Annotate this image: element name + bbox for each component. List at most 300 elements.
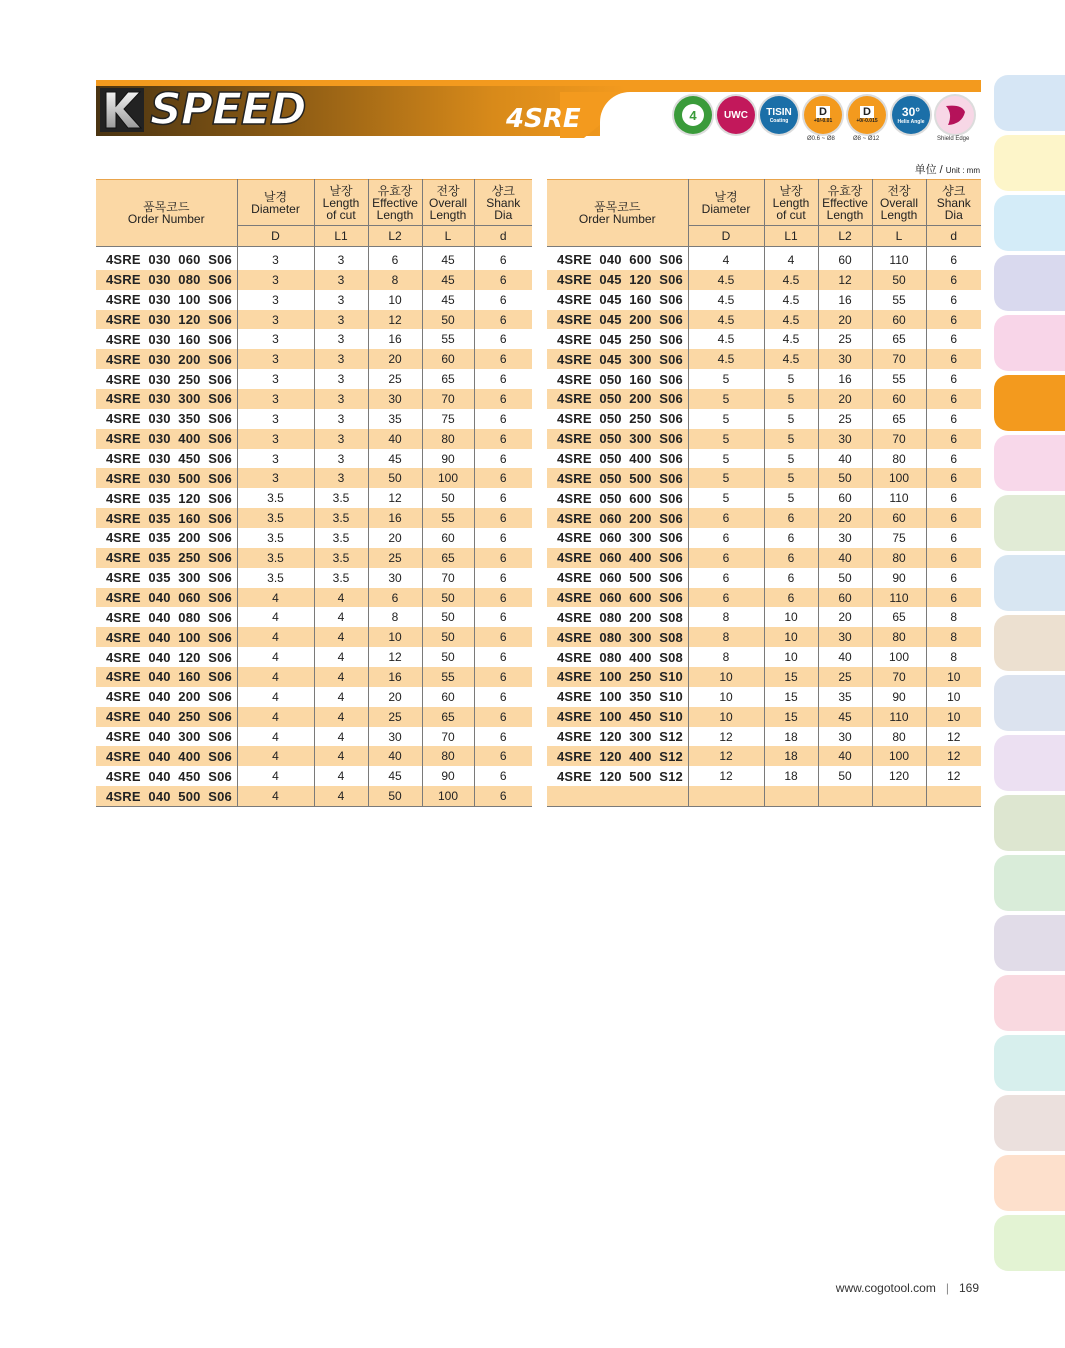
- order-number-cell: 4SRE 030 100 S06: [96, 290, 237, 310]
- shank-dia-cell: 6: [926, 270, 981, 290]
- overall-length-cell: 65: [872, 409, 926, 429]
- table-row: [96, 449, 532, 469]
- length-of-cut-cell: 3: [314, 270, 368, 290]
- table-row: [547, 746, 981, 766]
- order-number-cell: 4SRE 030 400 S06: [96, 429, 237, 449]
- section-tab-16[interactable]: [994, 975, 1065, 1031]
- diameter-cell: 3.5: [237, 548, 314, 568]
- overall-length-cell: 80: [872, 548, 926, 568]
- shank-dia-cell: 6: [926, 310, 981, 330]
- table-row: [547, 409, 981, 429]
- section-tab-18[interactable]: [994, 1095, 1065, 1151]
- overall-length-cell: 50: [422, 588, 474, 608]
- overall-length-cell: 60: [422, 528, 474, 548]
- length-of-cut-cell: 5: [764, 468, 818, 488]
- table-row: [96, 468, 532, 488]
- effective-length-cell: 10: [368, 290, 422, 310]
- effective-length-cell: 16: [818, 369, 872, 389]
- table-row: [96, 727, 532, 747]
- order-number-cell: 4SRE 030 060 S06: [96, 247, 237, 270]
- table-row: [96, 548, 532, 568]
- effective-length-cell: 60: [818, 588, 872, 608]
- diameter-cell: 4: [237, 766, 314, 786]
- length-of-cut-cell: 4: [314, 687, 368, 707]
- length-of-cut-cell: 4.5: [764, 329, 818, 349]
- diameter-cell: 4: [237, 727, 314, 747]
- effective-length-cell: 25: [368, 369, 422, 389]
- effective-length-cell: 50: [368, 468, 422, 488]
- table-row: [96, 389, 532, 409]
- order-number-cell: 4SRE 050 300 S06: [547, 429, 688, 449]
- length-of-cut-cell: 6: [764, 508, 818, 528]
- shank-dia-cell: 6: [499, 729, 507, 744]
- effective-length-cell: 30: [368, 389, 422, 409]
- shank-dia-cell: 6: [950, 292, 958, 307]
- order-number-cell: [547, 786, 688, 806]
- effective-length-cell: 25: [818, 409, 872, 429]
- overall-length-cell: 70: [872, 349, 926, 369]
- sym-l2: L2: [368, 226, 422, 247]
- order-number-cell: 4SRE 040 100 S06: [96, 627, 237, 647]
- length-of-cut-cell: 3.5: [314, 548, 368, 568]
- diameter-cell: 4: [237, 786, 314, 806]
- length-of-cut-cell: 6: [764, 588, 818, 608]
- shank-dia-cell: 6: [950, 530, 958, 545]
- effective-length-cell: 50: [368, 786, 422, 806]
- section-tab-20[interactable]: [994, 1215, 1065, 1271]
- overall-length-cell: 50: [872, 270, 926, 290]
- length-of-cut-cell: [764, 786, 818, 806]
- tolerance-icon: D +0/-0.01: [804, 96, 842, 134]
- order-number-cell: 4SRE 080 300 S08: [547, 627, 688, 647]
- effective-length-cell: 30: [818, 429, 872, 449]
- effective-length-cell: 30: [818, 528, 872, 548]
- overall-length-cell: 65: [872, 607, 926, 627]
- shank-dia-cell: 6: [926, 588, 981, 608]
- diameter-cell: 3: [237, 369, 314, 389]
- shank-dia-cell: 6: [474, 746, 532, 766]
- website-url[interactable]: www.cogotool.com: [835, 1281, 936, 1295]
- shank-dia-cell: 12: [947, 769, 961, 784]
- length-of-cut-cell: 3: [314, 349, 368, 369]
- shank-dia-cell: 6: [499, 570, 507, 585]
- shank-dia-cell: 6: [926, 468, 981, 488]
- order-number-cell: 4SRE 030 120 S06: [96, 310, 237, 330]
- sym-l: L: [422, 226, 474, 247]
- length-of-cut-cell: 4.5: [764, 349, 818, 369]
- effective-length-cell: 50: [818, 468, 872, 488]
- length-of-cut-cell: 6: [764, 568, 818, 588]
- length-of-cut-cell: 10: [764, 627, 818, 647]
- order-number-cell: 4SRE 040 120 S06: [96, 647, 237, 667]
- overall-length-cell: 90: [872, 687, 926, 707]
- shank-dia-cell: 6: [474, 786, 532, 806]
- shank-dia-cell: 6: [474, 667, 532, 687]
- diameter-cell: 4: [237, 607, 314, 627]
- length-of-cut-cell: 5: [764, 449, 818, 469]
- shank-dia-cell: 6: [499, 769, 507, 784]
- shank-dia-cell: 12: [926, 746, 981, 766]
- order-number-cell: 4SRE 045 120 S06: [547, 270, 688, 290]
- diameter-cell: 8: [688, 627, 764, 647]
- order-number-cell: 4SRE 040 250 S06: [96, 707, 237, 727]
- order-number-cell: 4SRE 040 060 S06: [96, 588, 237, 608]
- overall-length-cell: 100: [872, 468, 926, 488]
- sym-l2: L2: [818, 226, 872, 247]
- length-of-cut-cell: 3: [314, 329, 368, 349]
- length-of-cut-cell: 5: [764, 369, 818, 389]
- shank-dia-cell: 8: [950, 650, 958, 665]
- overall-length-cell: 80: [872, 627, 926, 647]
- order-number-cell: 4SRE 045 160 S06: [547, 290, 688, 310]
- overall-length-cell: 45: [422, 247, 474, 270]
- overall-length-cell: 65: [872, 329, 926, 349]
- overall-length-cell: 75: [422, 409, 474, 429]
- effective-length-cell: 20: [368, 349, 422, 369]
- shank-dia-cell: 6: [926, 548, 981, 568]
- table-row: [96, 667, 532, 687]
- order-number-cell: 4SRE 040 160 S06: [96, 667, 237, 687]
- diameter-cell: 6: [688, 588, 764, 608]
- sym-d: D: [688, 226, 764, 247]
- overall-length-cell: 55: [422, 667, 474, 687]
- section-tab-2[interactable]: [994, 135, 1065, 191]
- effective-length-cell: 40: [368, 429, 422, 449]
- section-tab-11[interactable]: [994, 675, 1065, 731]
- order-number-cell: 4SRE 050 500 S06: [547, 468, 688, 488]
- order-number-cell: 4SRE 080 400 S08: [547, 647, 688, 667]
- shank-dia-cell: 6: [499, 689, 507, 704]
- shank-dia-cell: 6: [950, 372, 958, 387]
- table-row: [547, 588, 981, 608]
- length-of-cut-cell: 3: [314, 290, 368, 310]
- length-of-cut-cell: 6: [764, 548, 818, 568]
- length-of-cut-cell: 4: [314, 786, 368, 806]
- length-of-cut-cell: 4: [314, 746, 368, 766]
- length-of-cut-cell: 5: [764, 488, 818, 508]
- overall-length-cell: 60: [872, 508, 926, 528]
- overall-length-cell: 100: [872, 647, 926, 667]
- section-tab-1[interactable]: [994, 75, 1065, 131]
- diameter-cell: 3.5: [237, 488, 314, 508]
- effective-length-cell: 8: [368, 270, 422, 290]
- table-row: [547, 687, 981, 707]
- order-number-cell: 4SRE 040 500 S06: [96, 786, 237, 806]
- section-tab-15[interactable]: [994, 915, 1065, 971]
- effective-length-cell: 45: [368, 449, 422, 469]
- effective-length-cell: 20: [818, 389, 872, 409]
- effective-length-cell: 25: [368, 548, 422, 568]
- table-row: [96, 607, 532, 627]
- shank-dia-cell: 6: [950, 332, 958, 347]
- overall-length-cell: 70: [422, 727, 474, 747]
- diameter-cell: [688, 786, 764, 806]
- section-tab-3[interactable]: [994, 195, 1065, 251]
- overall-length-cell: 70: [422, 389, 474, 409]
- diameter-cell: 3.5: [237, 508, 314, 528]
- table-row: [96, 528, 532, 548]
- order-number-cell: 4SRE 030 300 S06: [96, 389, 237, 409]
- order-number-cell: 4SRE 040 200 S06: [96, 687, 237, 707]
- length-of-cut-cell: 3.5: [314, 508, 368, 528]
- order-number-cell: 4SRE 080 200 S08: [547, 607, 688, 627]
- effective-length-cell: 12: [368, 647, 422, 667]
- diameter-cell: 3: [237, 310, 314, 330]
- overall-length-cell: 50: [422, 607, 474, 627]
- diameter-cell: 4: [688, 247, 764, 270]
- shank-dia-cell: 6: [474, 468, 532, 488]
- diameter-cell: 3: [237, 429, 314, 449]
- col-overall-length: 전장 Overall Length: [422, 180, 474, 226]
- effective-length-cell: 30: [368, 568, 422, 588]
- overall-length-cell: 55: [422, 508, 474, 528]
- overall-length-cell: 110: [872, 588, 926, 608]
- col-length-of-cut: 날장 Length of cut: [764, 180, 818, 226]
- sym-d: D: [237, 226, 314, 247]
- col-shank-dia: 샹크 Shank Dia: [474, 180, 532, 226]
- order-number-cell: 4SRE 100 250 S10: [547, 667, 688, 687]
- table-row: [547, 786, 981, 806]
- shank-dia-cell: 6: [950, 411, 958, 426]
- shank-dia-cell: 6: [950, 252, 958, 267]
- shank-dia-cell: 6: [499, 610, 507, 625]
- effective-length-cell: 12: [368, 310, 422, 330]
- section-tab-14[interactable]: [994, 855, 1065, 911]
- table-row: [96, 786, 532, 806]
- shank-dia-cell: 6: [474, 349, 532, 369]
- page-number: 169: [958, 1281, 979, 1295]
- effective-length-cell: [818, 786, 872, 806]
- order-number-cell: 4SRE 030 200 S06: [96, 349, 237, 369]
- table-row: [547, 349, 981, 369]
- overall-length-cell: 60: [872, 389, 926, 409]
- diameter-cell: 3.5: [237, 568, 314, 588]
- order-number-cell: 4SRE 030 160 S06: [96, 329, 237, 349]
- table-row: [547, 488, 981, 508]
- order-number-cell: 4SRE 100 450 S10: [547, 707, 688, 727]
- diameter-cell: 4: [237, 687, 314, 707]
- table-row: [96, 588, 532, 608]
- effective-length-cell: 40: [818, 548, 872, 568]
- overall-length-cell: 55: [872, 290, 926, 310]
- length-of-cut-cell: 3: [314, 409, 368, 429]
- length-of-cut-cell: 10: [764, 607, 818, 627]
- overall-length-cell: 65: [422, 548, 474, 568]
- overall-length-cell: 120: [872, 766, 926, 786]
- length-of-cut-cell: 18: [764, 727, 818, 747]
- overall-length-cell: 80: [872, 449, 926, 469]
- shank-dia-cell: 6: [474, 429, 532, 449]
- section-tab-17[interactable]: [994, 1035, 1065, 1091]
- order-number-cell: 4SRE 045 250 S06: [547, 329, 688, 349]
- diameter-cell: 12: [688, 727, 764, 747]
- effective-length-cell: 30: [368, 727, 422, 747]
- shank-dia-cell: 6: [499, 650, 507, 665]
- logo-wordmark: SPEED: [150, 84, 306, 135]
- effective-length-cell: 25: [818, 667, 872, 687]
- sym-shank-d: d: [926, 226, 981, 247]
- diameter-cell: 10: [688, 707, 764, 727]
- table-row: [547, 508, 981, 528]
- effective-length-cell: 16: [818, 290, 872, 310]
- shank-dia-cell: 6: [499, 451, 507, 466]
- diameter-cell: 3: [237, 329, 314, 349]
- order-number-cell: 4SRE 120 300 S12: [547, 727, 688, 747]
- diameter-cell: 4: [237, 588, 314, 608]
- section-tab-12[interactable]: [994, 735, 1065, 791]
- order-number-cell: 4SRE 035 200 S06: [96, 528, 237, 548]
- length-of-cut-cell: 3.5: [314, 528, 368, 548]
- shank-dia-cell: 12: [947, 729, 961, 744]
- diameter-cell: 5: [688, 449, 764, 469]
- order-number-cell: 4SRE 050 160 S06: [547, 369, 688, 389]
- diameter-cell: 4: [237, 746, 314, 766]
- effective-length-cell: 50: [818, 766, 872, 786]
- effective-length-cell: 35: [818, 687, 872, 707]
- length-of-cut-cell: 3: [314, 369, 368, 389]
- overall-length-cell: 110: [872, 488, 926, 508]
- order-number-cell: 4SRE 060 300 S06: [547, 528, 688, 548]
- order-number-cell: 4SRE 100 350 S10: [547, 687, 688, 707]
- shank-dia-cell: 6: [499, 332, 507, 347]
- shank-dia-cell: 6: [499, 252, 507, 267]
- table-row: [96, 508, 532, 528]
- order-number-cell: 4SRE 040 400 S06: [96, 746, 237, 766]
- overall-length-cell: 60: [872, 310, 926, 330]
- diameter-cell: 4.5: [688, 329, 764, 349]
- diameter-cell: 8: [688, 647, 764, 667]
- table-row: [96, 290, 532, 310]
- overall-length-cell: 50: [422, 488, 474, 508]
- shank-dia-cell: [926, 786, 981, 806]
- table-row: [96, 647, 532, 667]
- overall-length-cell: [872, 786, 926, 806]
- table-row: [547, 369, 981, 389]
- shank-dia-cell: 8: [926, 627, 981, 647]
- length-of-cut-cell: 10: [764, 647, 818, 667]
- effective-length-cell: 12: [368, 488, 422, 508]
- order-number-cell: 4SRE 030 080 S06: [96, 270, 237, 290]
- length-of-cut-cell: 4: [314, 607, 368, 627]
- diameter-cell: 4: [237, 707, 314, 727]
- diameter-cell: 3: [237, 270, 314, 290]
- overall-length-cell: 100: [422, 786, 474, 806]
- order-number-cell: 4SRE 050 600 S06: [547, 488, 688, 508]
- order-number-cell: 4SRE 120 500 S12: [547, 766, 688, 786]
- shank-dia-cell: 6: [926, 429, 981, 449]
- section-tab-19[interactable]: [994, 1155, 1065, 1211]
- section-tab-5[interactable]: [994, 315, 1065, 371]
- tolerance-range-label: Ø8 ~ Ø12: [853, 136, 880, 142]
- length-of-cut-cell: 3: [314, 449, 368, 469]
- table-row: [96, 429, 532, 449]
- shank-dia-cell: 6: [474, 707, 532, 727]
- overall-length-cell: 60: [422, 687, 474, 707]
- overall-length-cell: 80: [422, 746, 474, 766]
- section-tab-7[interactable]: [994, 435, 1065, 491]
- order-number-cell: 4SRE 120 400 S12: [547, 746, 688, 766]
- length-of-cut-cell: 5: [764, 409, 818, 429]
- diameter-cell: 3: [237, 290, 314, 310]
- table-row: [96, 746, 532, 766]
- effective-length-cell: 6: [368, 247, 422, 270]
- section-tab-13[interactable]: [994, 795, 1065, 851]
- diameter-cell: 5: [688, 389, 764, 409]
- sym-l1: L1: [764, 226, 818, 247]
- order-number-cell: 4SRE 035 250 S06: [96, 548, 237, 568]
- effective-length-cell: 20: [818, 310, 872, 330]
- effective-length-cell: 40: [818, 746, 872, 766]
- overall-length-cell: 55: [872, 369, 926, 389]
- table-row: [96, 369, 532, 389]
- overall-length-cell: 110: [872, 707, 926, 727]
- four-flute-icon: 4: [674, 96, 712, 134]
- table-row: [547, 270, 981, 290]
- table-row: [547, 429, 981, 449]
- section-tab-10[interactable]: [994, 615, 1065, 671]
- shank-dia-cell: 8: [950, 610, 958, 625]
- order-number-cell: 4SRE 060 400 S06: [547, 548, 688, 568]
- shank-dia-cell: 6: [950, 451, 958, 466]
- table-row: [547, 707, 981, 727]
- effective-length-cell: 35: [368, 409, 422, 429]
- table-row: [547, 667, 981, 687]
- overall-length-cell: 80: [422, 429, 474, 449]
- overall-length-cell: 80: [872, 727, 926, 747]
- section-tab-6[interactable]: [994, 375, 1065, 431]
- col-length-of-cut: 날장 Length of cut: [314, 180, 368, 226]
- diameter-cell: 3: [237, 449, 314, 469]
- col-diameter: 날경 Diameter: [688, 180, 764, 226]
- order-number-cell: 4SRE 050 200 S06: [547, 389, 688, 409]
- diameter-cell: 6: [688, 528, 764, 548]
- diameter-cell: 6: [688, 508, 764, 528]
- shank-dia-cell: 6: [926, 349, 981, 369]
- order-number-cell: 4SRE 060 600 S06: [547, 588, 688, 608]
- order-number-cell: 4SRE 030 350 S06: [96, 409, 237, 429]
- diameter-cell: 3: [237, 409, 314, 429]
- section-tab-4[interactable]: [994, 255, 1065, 311]
- shank-dia-cell: 6: [926, 508, 981, 528]
- effective-length-cell: 50: [818, 568, 872, 588]
- table-row: [96, 627, 532, 647]
- effective-length-cell: 25: [818, 329, 872, 349]
- shank-dia-cell: 6: [950, 570, 958, 585]
- effective-length-cell: 12: [818, 270, 872, 290]
- diameter-cell: 4.5: [688, 349, 764, 369]
- order-number-cell: 4SRE 060 200 S06: [547, 508, 688, 528]
- uwc-badge-icon: UWC: [717, 96, 755, 134]
- overall-length-cell: 65: [422, 707, 474, 727]
- shield-edge-icon: [936, 96, 974, 134]
- length-of-cut-cell: 3: [314, 429, 368, 449]
- section-tab-8[interactable]: [994, 495, 1065, 551]
- effective-length-cell: 10: [368, 627, 422, 647]
- order-number-cell: 4SRE 050 250 S06: [547, 409, 688, 429]
- shank-dia-cell: 6: [474, 548, 532, 568]
- shank-dia-cell: 6: [474, 588, 532, 608]
- table-row: [547, 607, 981, 627]
- table-row: [547, 468, 981, 488]
- col-order-number: 품목코드 Order Number: [547, 180, 688, 247]
- diameter-cell: 10: [688, 687, 764, 707]
- effective-length-cell: 60: [818, 247, 872, 270]
- overall-length-cell: 75: [872, 528, 926, 548]
- shank-dia-cell: 6: [474, 627, 532, 647]
- effective-length-cell: 16: [368, 329, 422, 349]
- section-tab-9[interactable]: [994, 555, 1065, 611]
- table-row: [96, 409, 532, 429]
